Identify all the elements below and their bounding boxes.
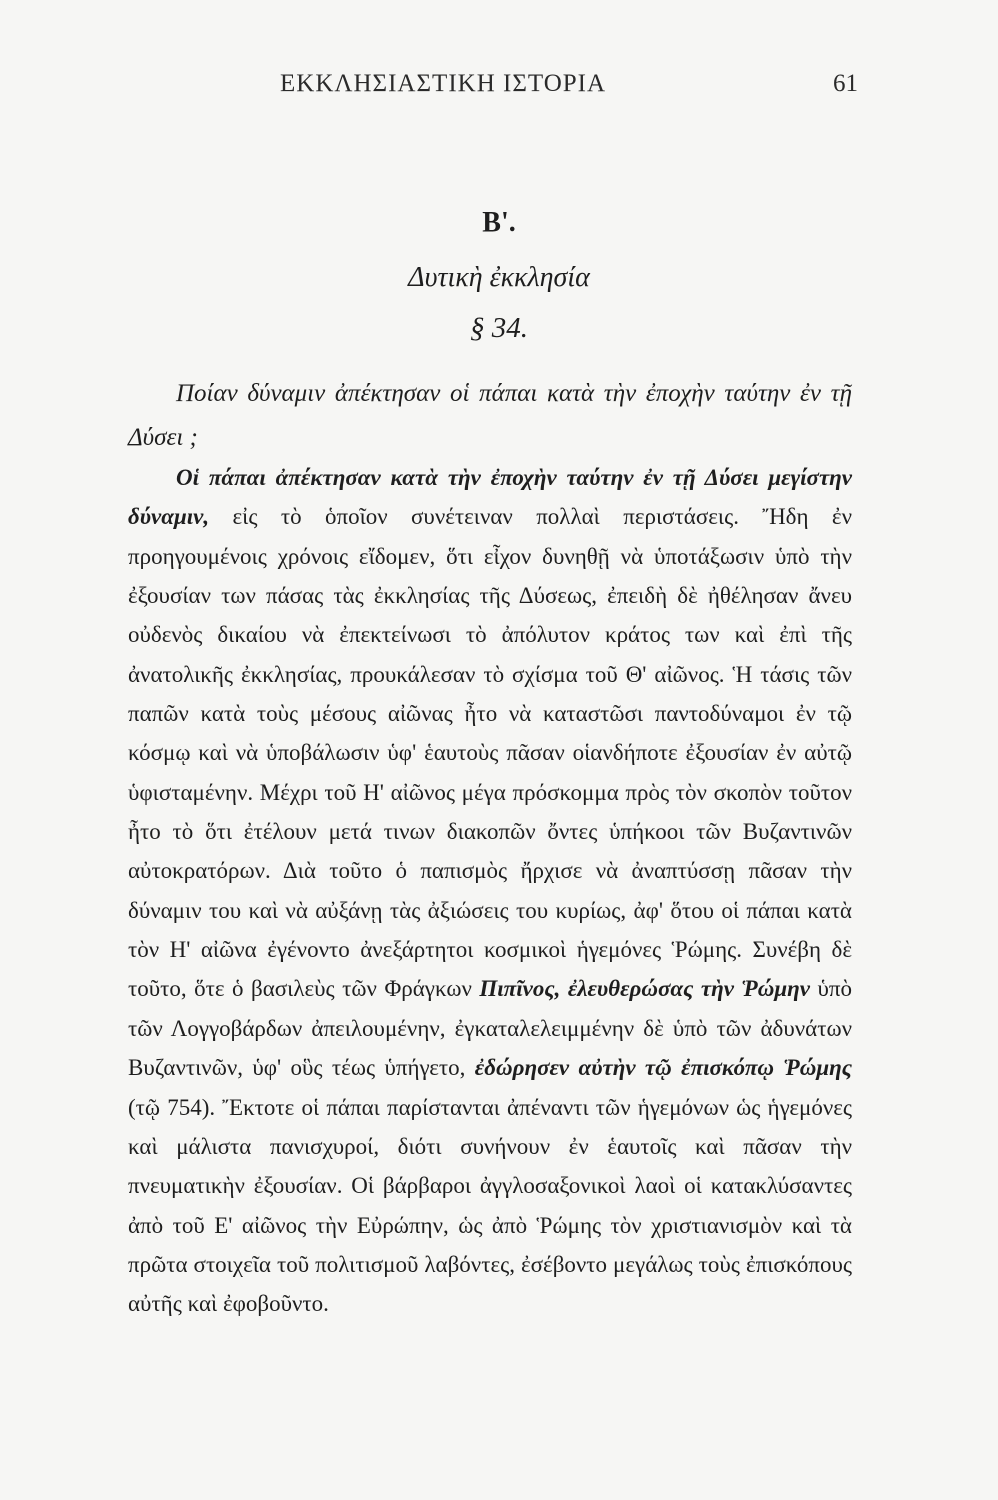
answer-lead-bold: Οἱ πάπαι ἀπέκτησαν κατὰ τὴν ἐποχὴν ταύτην ἐν τῇ Δύσει μεγίστην δύναμιν,: [128, 465, 852, 530]
answer-text-2: ὑπὸ τῶν Λογγοβάρδων ἀπειλουμένην, ἐγκαταλελειμμένην δὲ ὑπὸ τῶν ἀδυνάτων Βυζαντινῶν, ὑφ' οὓς τέως ὑπήγετο,: [128, 976, 852, 1081]
question-paragraph: Ποίαν δύναμιν ἀπέκτησαν οἱ πάπαι κατὰ τὴν ἐποχὴν ταύτην ἐν τῇ Δύσει ;: [128, 380, 852, 451]
answer-text-3: (τῷ 754). Ἔκτοτε οἱ πάπαι παρίστανται ἀπέναντι τῶν ἡγεμόνων ὡς ἡγεμόνες καὶ μάλιστα πανισχυροί, διότι συνήνουν ἐν ἑαυτοῖς καὶ πᾶσαν τὴν πνευματικὴν ἐξουσίαν. Οἱ βάρβαροι ἀγγλοσαξονικοὶ λαοὶ οἱ κατακλύσαντες ἀπὸ τοῦ Ε' αἰῶνος τὴν Εὐρώπην, ὡς ἀπὸ Ῥώμης τὸν χριστιανισμὸν καὶ τὰ πρῶτα στοιχεῖα τοῦ πολιτισμοῦ λαβόντες, ἐσέβοντο μεγάλως τοὺς ἐπισκόπους αὐτῆς καὶ ἐφοβοῦντο.: [128, 1094, 852, 1317]
section-number: § 34.: [470, 312, 528, 344]
answer-text-1: εἰς τὸ ὁποῖον συνέτειναν πολλαὶ περιστάσεις. Ἤδη ἐν προηγουμένοις χρόνοις εἴδομεν, ὅτι εἶχον δυνηθῇ νὰ ὑποτάξωσιν ὑπὸ τὴν ἐξουσίαν των πάσας τὰς ἐκκλησίας τῆς Δύσεως, ἐπειδὴ δὲ ἠθέλησαν ἄνευ οὐδενὸς δικαίου νὰ ἐπεκτείνωσι τὸ ἀπόλυτον κράτος των καὶ ἐπὶ τῆς ἀνατολικῆς ἐκκλησίας, προυκάλεσαν τὸ σχίσμα τοῦ Θ' αἰῶνος. Ἡ τάσις τῶν παπῶν κατὰ τοὺς μέσους αἰῶνας ἦτο νὰ καταστῶσι παντοδύναμοι ἐν τῷ κόσμῳ καὶ νὰ ὑποβάλωσιν ὑφ' ἑαυτοὺς πᾶσαν οἱανδήποτε ἐξουσίαν ἐν αὐτῷ ὑφισταμένην. Μέχρι τοῦ Η' αἰῶνος μέγα πρόσκομμα πρὸς τὸν σκοπὸν τοῦτον ἦτο τὸ ὅτι ἐτέλουν μετά τινων διακοπῶν ὄντες ὑπήκοοι τῶν Βυζαντινῶν αὐτοκρατόρων. Διὰ τοῦτο ὁ παπισμὸς ἤρχισε νὰ ἀναπτύσσῃ πᾶσαν τὴν δύναμιν του καὶ νὰ αὐξάνῃ τὰς ἀξιώσεις του κυρίως, ἀφ' ὅτου οἱ πάπαι κατὰ τὸν Η' αἰῶνα ἐγένοντο ἀνεξάρτητοι κοσμικοὶ ἡγεμόνες Ῥώμης. Συνέβη δὲ τοῦτο, ὅτε ὁ βασιλεὺς τῶν Φράγκων: [128, 504, 852, 1002]
chapter-title: Δυτικὴ ἐκκλησία: [408, 262, 590, 293]
running-title: ΕΚΚΛΗΣΙΑΣΤΙΚΗ ΙΣΤΟΡΙΑ: [280, 70, 607, 97]
page-number: 61: [833, 70, 858, 97]
running-head: [0, 70, 998, 104]
answer-bold-donation: ἐδώρησεν αὐτὴν τῷ ἐπισκόπῳ Ῥώμης: [474, 1055, 852, 1081]
chapter-number: Β'.: [482, 207, 516, 238]
answer-bold-pippin: Πιπῖνος, ἐλευθερώσας τὴν Ῥώμην: [479, 976, 810, 1002]
answer-paragraph: [128, 458, 852, 1324]
